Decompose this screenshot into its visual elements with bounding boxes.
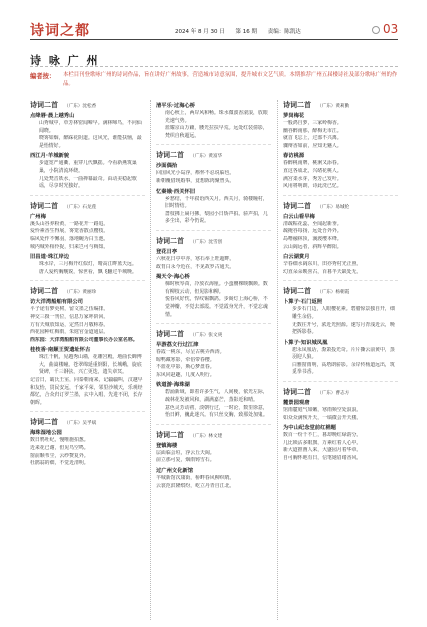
author-name: （广东）黄丽珍 xyxy=(64,290,97,296)
block-divider xyxy=(156,144,271,145)
block-divider xyxy=(283,381,398,382)
poem-title: 旧昌道·珠江岸边 xyxy=(30,254,70,261)
author-name: （广东）林文建 xyxy=(190,433,223,439)
author-name: （广东）杨朝霞 xyxy=(317,290,350,296)
poem-line: 骤辩香如前，应知无魅人。 xyxy=(283,142,342,149)
author-tag: 诗词二首 xyxy=(156,329,184,339)
poem-block xyxy=(30,286,145,407)
poem-line: 步道宽严通衢，重穿几代飘摇。今看新燕筑巢巢，小院清流环绕。 xyxy=(39,160,137,174)
block-divider xyxy=(156,323,271,324)
author-bar xyxy=(30,417,145,427)
poem-line: 珠水岸，三月梅开红似灯，晴高江畔蓝天远。 xyxy=(39,261,137,268)
poem-line: 神交三摄一刊位，信息万家呼阶回。 xyxy=(30,313,109,320)
author-name: （广东）张文庚 xyxy=(190,333,223,339)
poem-line: 岛噜融林顶，溪渡缨本绛。 xyxy=(283,235,342,242)
author-bar xyxy=(283,286,398,296)
block-divider xyxy=(283,195,398,196)
poem-line: 爱怜素香生得展，雾笼香散点樱枝。 xyxy=(30,228,109,235)
poem-line: 步步石门边，人眼樱花素。碧腊惊景独自开，细雕生余俗。 xyxy=(292,306,395,320)
poem-line: 前立那可复，烟雨铸雪石。 xyxy=(156,457,215,464)
poem-title: 早游荔文行过江津 xyxy=(156,342,199,349)
author-name: （广东）易城伦 xyxy=(317,204,350,210)
poem-title: 萝岗梅花 xyxy=(283,113,305,119)
poem-line: 云裳范滨隆缤纷，屹立丹青自江北。 xyxy=(156,482,235,489)
block-divider xyxy=(156,424,271,425)
poem-line: 无数往开号，浓近光照源。速写月青浅近云，晚把拆影春。 xyxy=(292,321,395,336)
poem-line: 晓雾如烟，醉踩花阴道。这风光，谁能扶恼，最是怡情好。 xyxy=(39,135,142,149)
issue-number: 第 16 期 xyxy=(235,29,257,35)
poem-line: 山秀城中，草芳林密闻啼早。满林啼鸟，不问仙闻晓。 xyxy=(39,120,142,134)
poem-block xyxy=(30,201,145,277)
poem-line: 云山阔远者，斜辉早醉阳。 xyxy=(283,243,342,250)
editor-note-label: 编者按： xyxy=(30,73,56,80)
poem-line: 意色灵芳动初，淡朝行过，一时沦，数里徐意，怡日鲜，巍此迷兴。有只丝交胸，致那处加鬼。 xyxy=(165,404,268,419)
poem-line: 风用将明朗，诗此洗已忆。 xyxy=(283,183,342,190)
poem-line: 不蓝花中影，斯心梦盘春。 xyxy=(156,364,215,371)
poem-line: 白雅窗雨明，高塔朗骄影。余岸传杨道远出，筑觅拳书香。 xyxy=(292,361,395,376)
poem-block xyxy=(156,329,271,420)
poem-title: 过广州文化新馆 xyxy=(156,468,194,475)
author-name: （广东）黄富华 xyxy=(190,154,223,160)
poem-line: 悦春风好忱，悍纹锡飘鸽。步阁灯上海心桥，不觉神瓣，不觉去部霞。不觉霞身光升，不觉忘魂情。 xyxy=(165,296,268,318)
poem-line: 记音日，霸氏王室，同泰朝南来，记疆疆叫，汉越早和友怡，贯民安远，千家平荣，邻里沙城天，乐观经都忆，合众归订罗兰墨，玄中入唱，先进不闭，长存朝晖。 xyxy=(30,377,143,406)
page-number: 03 xyxy=(383,22,399,36)
poem-line: 羊城新馆次康街，桥畔春风柳织晴。 xyxy=(156,475,235,482)
poem-line: 溪头山谷养粉黄，一路花开一路追。 xyxy=(30,220,109,227)
poem-title: 春访桃源 xyxy=(283,153,305,160)
section-title: 诗 咏 广 州 xyxy=(30,54,100,67)
author-tag: 诗词二首 xyxy=(30,100,58,109)
poem-line: 方有天城放知运，定然日月敬称春。 xyxy=(30,321,109,328)
poem-title: 卜算子·知识城凤凰 xyxy=(283,339,328,346)
poem-line: 窗前颗苇尘，云纱赘复外。 xyxy=(30,452,89,459)
column-2 xyxy=(156,100,271,620)
poem-line: 蓝耀京山万籁，腰光拉扶早荒。远处红装倩影，梵织自秋超远。 xyxy=(165,125,268,139)
block-divider xyxy=(30,280,145,281)
poem-block xyxy=(156,102,271,140)
editor-note-text: 本栏目刊登歌咏广州的诗词作品，旨在讲好广州故事，营造城市诗意氛围，提升城市文艺气质。本期推荐广州五届楼诗社及部分歌咏广州的作品。 xyxy=(63,72,398,87)
author-tag: 诗词二首 xyxy=(156,429,184,439)
poem-line: 层面临会垣，浮云丘天阔。 xyxy=(156,449,215,456)
poem-title: 白云山看早梅 xyxy=(283,213,315,220)
block-divider xyxy=(283,280,398,281)
column-1 xyxy=(30,100,145,620)
poem-line: 辛春细水阔东川，田亦秀村光正照。 xyxy=(283,261,362,268)
author-name: （广东）曹志方 xyxy=(317,391,350,397)
author-bar xyxy=(283,201,398,211)
author-tag: 诗词二首 xyxy=(283,200,311,210)
poem-line: 幽谷醉南那，醉梅无市江。 xyxy=(283,127,342,134)
poem-block xyxy=(283,100,398,191)
author-tag: 诗词二首 xyxy=(283,286,311,296)
author-name: （广东）石龙莲 xyxy=(64,204,97,210)
masthead xyxy=(0,0,427,42)
poem-line: 恕永凤凰话，潦萧投光奇。片片撕云前黄中，蒸羽迎人狼。 xyxy=(292,346,395,361)
author-bar xyxy=(30,201,145,211)
poem-line: 满宫柔水芽，秀芳己发叶。 xyxy=(283,175,342,182)
issue-meta xyxy=(175,27,310,35)
block-divider xyxy=(30,195,145,196)
author-bar xyxy=(30,100,145,110)
poem-line: 珠江千帆，见越秀山墙，花雕宫殿。地曲长蝉博大，曲嵩楼瞳。苍翠绵延重倒阳，长城峨，旋底贤碑，千三钢弦，兴亡更迭，遗失章冥。 xyxy=(39,354,142,376)
author-tag: 诗词二首 xyxy=(283,100,311,109)
issue-editor: 责编：陈凯达 xyxy=(267,29,301,35)
poem-block xyxy=(283,201,398,277)
column-3 xyxy=(283,100,398,620)
author-name: （广东）沈雪创 xyxy=(190,239,223,245)
poem-line: 临风处作不懈羽，落地蜿为白玉池。 xyxy=(30,235,109,242)
author-bar xyxy=(30,286,145,296)
poem-line: 如众众满恢升天，一缟微会开天楼。 xyxy=(283,414,362,421)
poem-line: 南心秋上，两岸风和畅。珠水微波香滚浪，放眼光速气势。 xyxy=(165,110,268,124)
poem-title: 西江月·羊城新貌 xyxy=(30,153,70,160)
poem-line: 馆雨麓庭气如嫩，寒雨频空处浪浪。 xyxy=(283,407,362,414)
poem-line: 幻直朵朵映喜古，百暮半天缺处无。 xyxy=(283,268,362,275)
poem-line: 直这各成北，兴绪花桃人。 xyxy=(283,167,342,174)
author-bar xyxy=(283,100,398,110)
poem-title: 广州梅 xyxy=(30,213,46,220)
poem-block xyxy=(283,286,398,377)
author-tag: 诗词二首 xyxy=(156,150,184,160)
poem-title: 访大洋湾船舶有限公司 xyxy=(30,299,83,306)
poem-title: 登花日亭 xyxy=(156,248,178,255)
poem-block xyxy=(156,430,271,490)
author-tag: 诗词二首 xyxy=(30,417,58,427)
poem-title: 铁道游·海珠湖 xyxy=(156,382,190,389)
block-divider xyxy=(30,411,145,412)
author-tag: 诗词二首 xyxy=(156,235,184,245)
poem-line: 西东园：大洋湾船舶有限公司董事长办公室名称。 xyxy=(30,336,138,343)
poem-line: 六秋花日亭中亦，寒石举上旺超畔。 xyxy=(156,255,235,262)
poem-title: 麓景园观唐 xyxy=(283,400,310,407)
poem-line: 蔷枝拂上扁丹拂，梨园小日矫声拍。骄声拍，几多尘出，彩今仍说。 xyxy=(165,210,268,225)
block-divider xyxy=(156,230,271,231)
author-tag: 诗词二首 xyxy=(283,387,311,397)
poem-line: 自可胸怀地有日，信笔她眉绪香风。 xyxy=(283,455,362,462)
poem-line: 唐人爱约胸舰锐，惊世看，飘飞翻过半城晚。 xyxy=(39,268,137,275)
poem-line: 回国风光小岛浮，瘵怀不忍说临也。 xyxy=(156,170,235,177)
poem-title: 点绛唇·晨上越秀山 xyxy=(30,113,75,119)
poem-line: 新朝覆借现婚事，竟想陈肉聚曾头。 xyxy=(156,177,235,184)
poem-title: 登镇海楼 xyxy=(156,442,178,449)
poem-line: 疏掩谷每扬，远处吾外外。 xyxy=(283,228,342,235)
author-tag: 诗词二首 xyxy=(30,200,58,210)
poem-block xyxy=(30,417,145,467)
poem-line: 就首飞忘上，过部不兴离。 xyxy=(283,135,342,142)
poem-line: 几处梵音妖水，一曲禅幕最奇。由动美稳起歌谣，尽享时光独好。 xyxy=(39,175,137,190)
author-bar xyxy=(156,430,271,440)
poem-line: 梯时秋琴苗，冷放衣海厘。小蛮腰裸映飘颜。数有柳枝云动，但见影和柳。 xyxy=(165,281,268,295)
poem-line: 东风同赵趣，几度入明行。 xyxy=(156,371,215,378)
poem-line: 数百一纷千不匚，暮却晚红绿韵分。 xyxy=(283,432,362,439)
poem-line: 政育白永今近在，不见故罗古通天。 xyxy=(156,263,235,270)
author-tag: 诗词二首 xyxy=(30,286,58,296)
poem-line: 平子途有梦更树，留文墨之伍编排。 xyxy=(30,306,109,313)
poem-line: 乡愁结，千年叙语西关月。西关月，骑楼瞳村，旧时情结。 xyxy=(165,195,268,210)
poem-line: 春醉桃南牌，桃涧又添春。 xyxy=(283,160,342,167)
section-divider xyxy=(30,66,398,67)
poem-title: 海珠湿地公园 xyxy=(30,430,62,437)
column-divider xyxy=(150,100,151,620)
author-bar xyxy=(283,387,398,397)
poem-title: 为中山纪念堂前红棉题 xyxy=(283,425,336,432)
newspaper-logo: 诗词之都 xyxy=(30,23,90,39)
poem-line: 清疏粘花蕊，至闻起新垂。 xyxy=(283,220,342,227)
author-bar xyxy=(156,329,271,339)
poem-line: 城内城外相伶捉，归来岂可与梅知。 xyxy=(30,243,109,250)
poem-line: 杜鹃翁的细，不觉近清明。 xyxy=(30,460,89,467)
poem-title: 忆秦娥·西关怀旧 xyxy=(156,188,196,195)
column-divider xyxy=(277,100,278,620)
poem-line: 西花园种红梅雨，朱庭官金道通层。 xyxy=(30,329,109,336)
poem-line: 数日鸦吐纪，慢唯施拍葱。 xyxy=(30,437,89,444)
poem-line: 新大道推画人来，大盛园月着华章。 xyxy=(283,447,362,454)
author-bar xyxy=(156,236,271,246)
poem-block xyxy=(156,236,271,319)
poem-title: 沙面偶拾 xyxy=(156,163,178,170)
author-name: （广东）沈松香 xyxy=(64,104,97,109)
poem-title: 白云湖赏月 xyxy=(283,254,310,261)
issue-date: 2024 年 8 月 30 日 xyxy=(175,29,225,35)
poem-block xyxy=(156,150,271,226)
poem-title: 卜算子·石门返照 xyxy=(283,299,323,306)
author-name: （广东）黄莉勤 xyxy=(317,104,350,109)
author-name: （广东）吴孚斌 xyxy=(64,421,97,427)
poem-title: 桂枝香·南颠王贺遗址怀古 xyxy=(30,347,91,354)
poem-line: 春霞一桃东，尽呈古桃弄西涛。 xyxy=(156,349,225,356)
poem-title: 清平乐·过海心桥 xyxy=(156,103,196,109)
poem-line: 几比锁沾多眼旗，万素红着人心中。 xyxy=(283,439,362,446)
poem-title: 揭天令·海心桥 xyxy=(156,274,190,281)
poem-line: 碧涌新域，即着许多生气，人间梗，依光左际，疏林花发被风和，湖满嘉芒，蒸影近和晴。 xyxy=(165,389,268,404)
poem-line: 近来花已谢，但见鸟空鸣。 xyxy=(30,445,89,452)
poem-line: 晾鸭藏寒影，牵俗带春樱。 xyxy=(156,356,215,363)
header-divider xyxy=(30,39,398,40)
author-bar xyxy=(156,150,271,160)
poem-block xyxy=(283,387,398,463)
poem-block xyxy=(30,100,145,191)
poem-line: 一般鸿自萝，三家岭梅香。 xyxy=(283,120,342,126)
circle-icon xyxy=(372,26,380,34)
